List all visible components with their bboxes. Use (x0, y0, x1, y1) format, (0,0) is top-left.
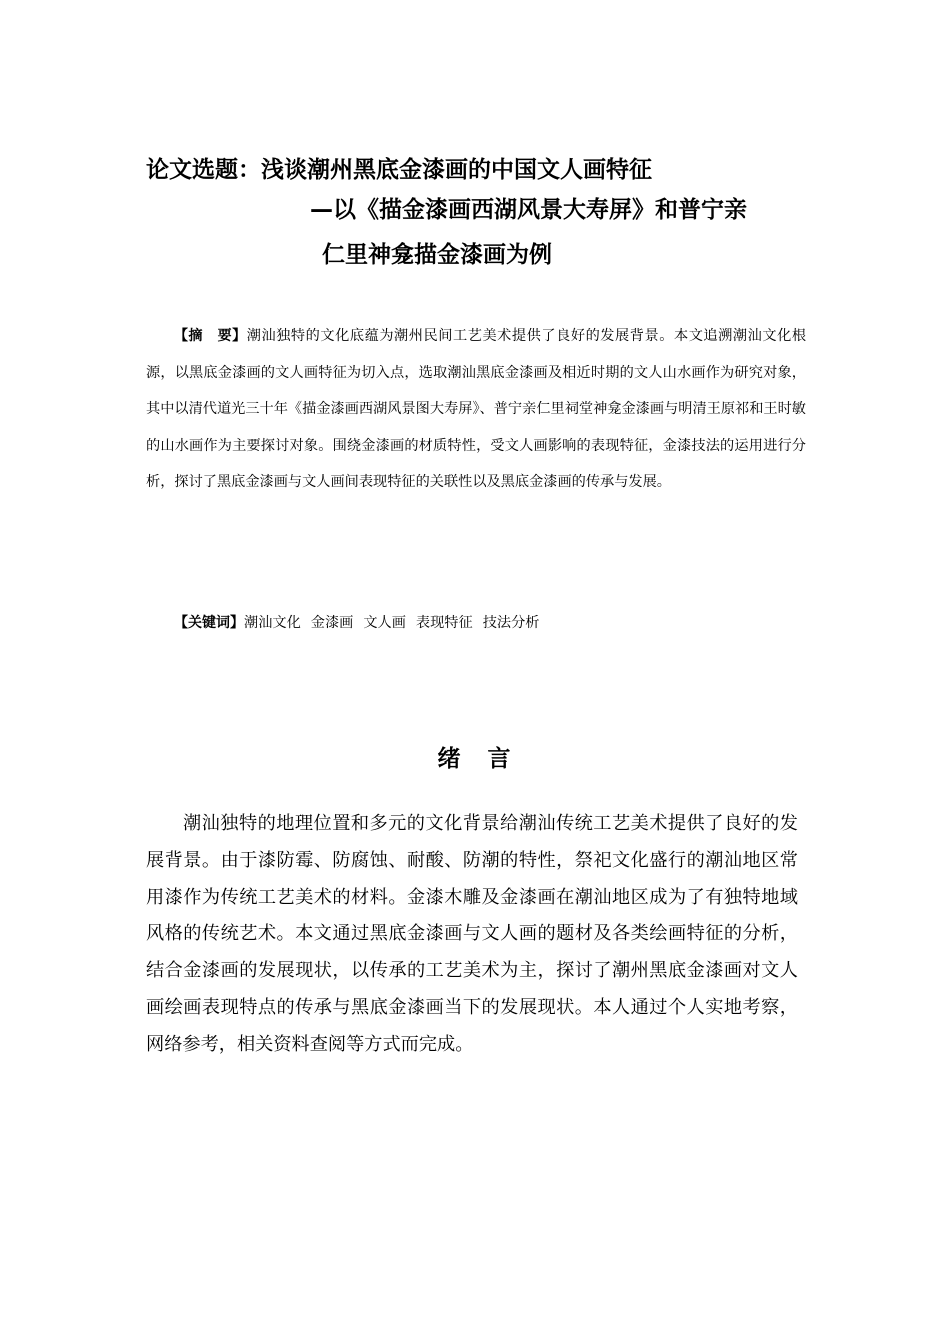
keyword: 潮汕文化 (244, 615, 301, 631)
keywords-line (174, 610, 549, 636)
abstract-paragraph (146, 318, 806, 501)
abstract-text: 潮汕独特的文化底蕴为潮州民间工艺美术提供了良好的发展背景。本文追溯潮汕文化根源，以黑底金漆画的文人画特征为切入点，选取潮汕黑底金漆画及相近时期的文人山水画作为研究对象，其中以清代道光三十年《描金漆画西湖风景图大寿屏》、普宁亲仁里祠堂神龛金漆画与明清王原祁和王时敏的山水画作为主要探讨对象。围绕金漆画的材质特性，受文人画影响的表现特征，金漆技法的运用进行分析，探讨了黑底金漆画与文人画间表现特征的关联性以及黑底金漆画的传承与发展。 (146, 328, 807, 490)
abstract-label: 【摘 要】 (174, 328, 247, 344)
paper-title-line-3: 仁里神龛描金漆画为例 (322, 242, 552, 268)
keyword: 表现特征 (415, 615, 473, 631)
paper-title-line-2: —以《描金漆画西湖风景大寿屏》和普宁亲 (310, 197, 747, 223)
keyword: 技法分析 (482, 615, 540, 631)
paper-title-line-1: 论文选题：浅谈潮州黑底金漆画的中国文人画特征 (146, 157, 652, 183)
keywords-label: 【关键词】 (174, 615, 244, 631)
keyword: 文人画 (363, 615, 406, 631)
keyword: 金漆画 (310, 615, 354, 631)
introduction-paragraph: 潮汕独特的地理位置和多元的文化背景给潮汕传统工艺美术提供了良好的发展背景。由于漆防霉、防腐蚀、耐酸、防潮的特性，祭祀文化盛行的潮汕地区常用漆作为传统工艺美术的材料。金漆木雕及金漆画在潮汕地区成为了有独特地域风格的传统艺术。本文通过黑底金漆画与文人画的题材及各类绘画特征的分析，结合金漆画的发展现状，以传承的工艺美术为主，探讨了潮州黑底金漆画对文人画绘画表现特点的传承与黑底金漆画当下的发展现状。本人通过个人实地考察，网络参考，相关资料查阅等方式而完成。 (146, 813, 798, 1055)
section-heading: 绪 言 (437, 746, 513, 772)
